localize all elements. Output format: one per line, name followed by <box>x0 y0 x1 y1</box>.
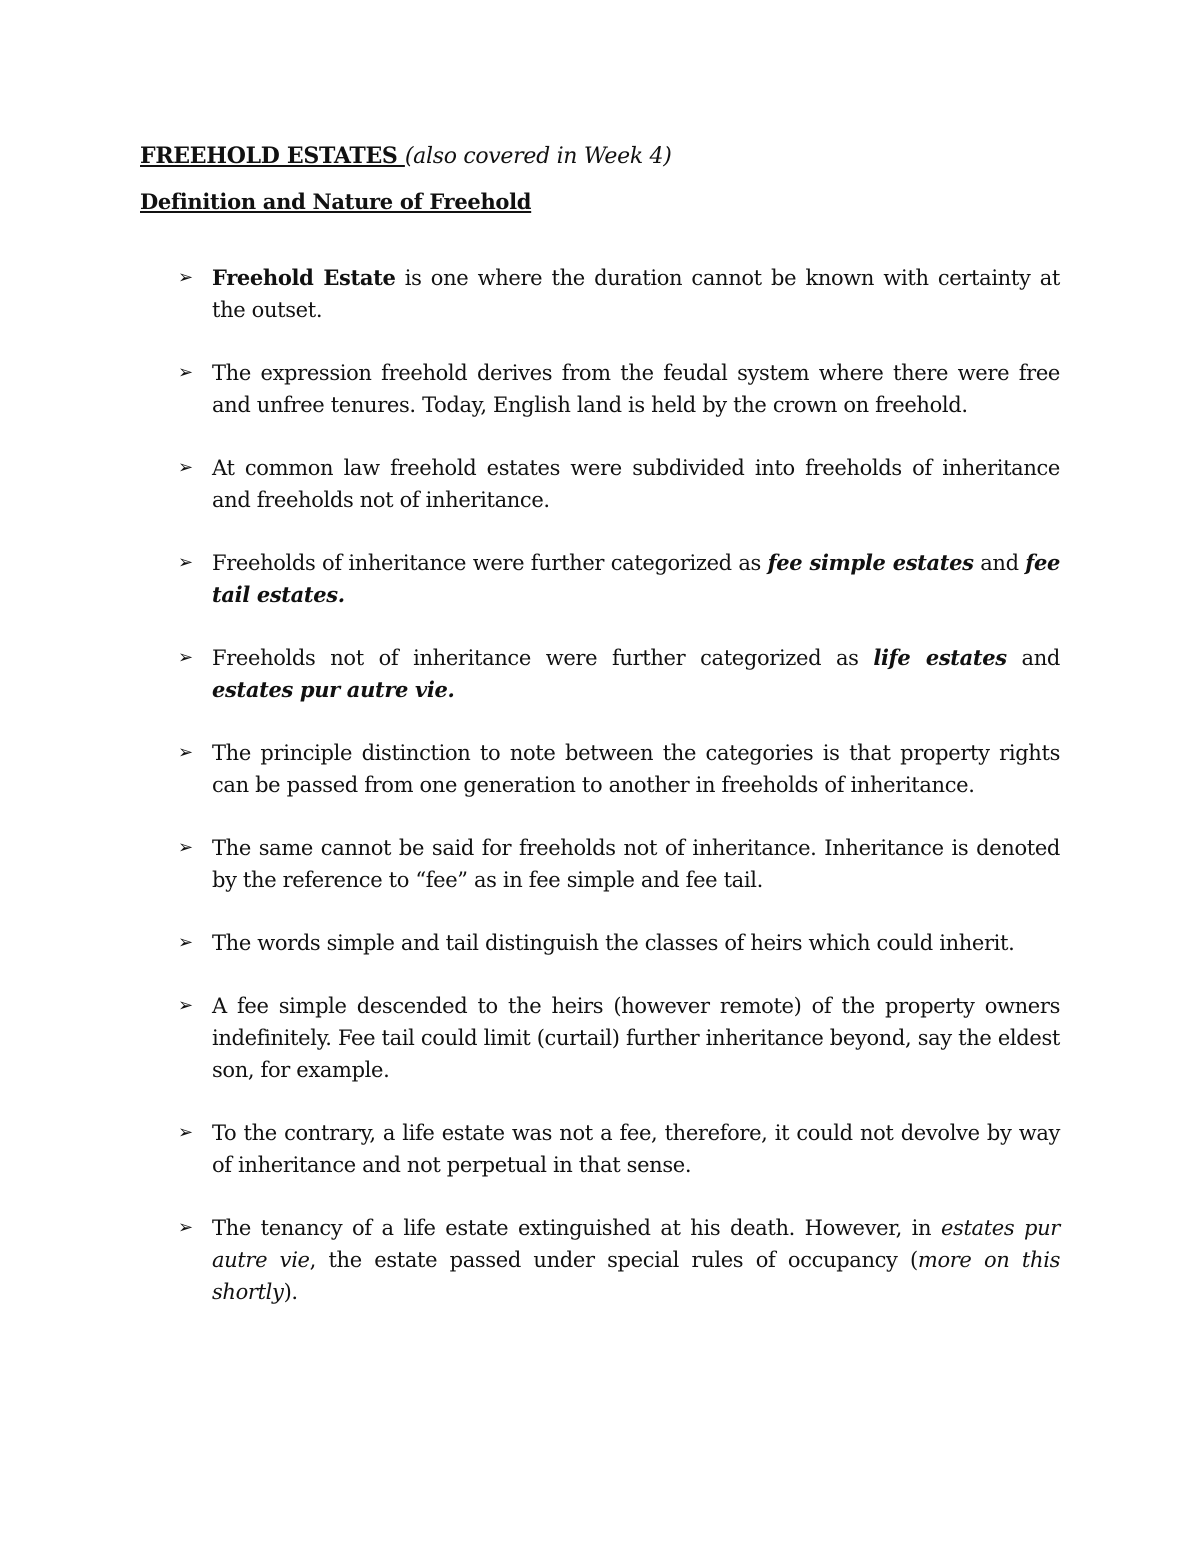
arrowhead-bullet-icon: ➢ <box>178 1217 193 1238</box>
list-item-text: , the estate passed under special rules of occupancy ( <box>309 1248 918 1272</box>
list-item-text: The expression freehold derives from the feudal system where there were free and unfree tenures. Today, English land is held by the crown on freehold. <box>212 361 1060 417</box>
list-item <box>176 927 1060 959</box>
arrowhead-bullet-icon: ➢ <box>178 742 193 763</box>
list-item-text: The tenancy of a life estate extinguished at his death. However, in <box>212 1216 941 1240</box>
title-main: FREEHOLD ESTATES <box>140 143 405 169</box>
arrowhead-bullet-icon: ➢ <box>178 995 193 1016</box>
section-heading: Definition and Nature of Freehold <box>140 189 532 214</box>
list-item-term: estates pur autre vie. <box>212 677 455 702</box>
list-item-term: Freehold Estate <box>212 265 396 290</box>
list-item-text: At common law freehold estates were subdivided into freeholds of inheritance and freeholds not of inheritance. <box>212 456 1060 512</box>
list-item <box>176 262 1060 326</box>
list-item-text: To the contrary, a life estate was not a fee, therefore, it could not devolve by way of inheritance and not perpetual in that sense. <box>212 1121 1060 1177</box>
bullet-list <box>176 262 1060 1339</box>
arrowhead-bullet-icon: ➢ <box>178 932 193 953</box>
list-item-text: Freeholds of inheritance were further categorized as <box>212 551 768 575</box>
list-item <box>176 452 1060 516</box>
list-item <box>176 642 1060 706</box>
title-note: (also covered in Week 4) <box>404 144 672 169</box>
arrowhead-bullet-icon: ➢ <box>178 647 193 668</box>
list-item <box>176 547 1060 611</box>
list-item <box>176 832 1060 896</box>
list-item-text: Freeholds not of inheritance were further categorized as <box>212 646 874 670</box>
arrowhead-bullet-icon: ➢ <box>178 267 193 288</box>
arrowhead-bullet-icon: ➢ <box>178 552 193 573</box>
arrowhead-bullet-icon: ➢ <box>178 362 193 383</box>
list-item <box>176 737 1060 801</box>
list-item <box>176 357 1060 421</box>
list-item-text: and <box>1006 646 1060 670</box>
list-item-text: The same cannot be said for freeholds not of inheritance. Inheritance is denoted by the reference to “fee” as in fee simple and fee tail. <box>212 836 1060 892</box>
list-item-term: fee tail estates. <box>212 550 1061 607</box>
list-item <box>176 1212 1060 1308</box>
arrowhead-bullet-icon: ➢ <box>178 1122 193 1143</box>
list-item-text: The principle distinction to note between the categories is that property rights can be passed from one generation to another in freeholds of inheritance. <box>212 741 1060 797</box>
list-item-term: life estates <box>873 645 1007 670</box>
list-item-term: fee simple estates <box>767 550 974 575</box>
list-item-text: A fee simple descended to the heirs (however remote) of the property owners indefinitely. Fee tail could limit (curtail) further inheritance beyond, say the eldest son, for example. <box>212 994 1060 1082</box>
list-item-text: and <box>973 551 1026 575</box>
list-item <box>176 990 1060 1086</box>
list-item-term: more on this shortly <box>212 1248 1060 1304</box>
list-item <box>176 1117 1060 1181</box>
list-item-text: The words simple and tail distinguish the classes of heirs which could inherit. <box>212 931 1015 955</box>
list-item-term: estates pur autre vie <box>212 1216 1061 1272</box>
page-title <box>140 140 672 173</box>
arrowhead-bullet-icon: ➢ <box>178 457 193 478</box>
list-item-text: ). <box>283 1280 298 1304</box>
list-item-text: is one where the duration cannot be known with certainty at the outset. <box>212 266 1060 322</box>
arrowhead-bullet-icon: ➢ <box>178 837 193 858</box>
